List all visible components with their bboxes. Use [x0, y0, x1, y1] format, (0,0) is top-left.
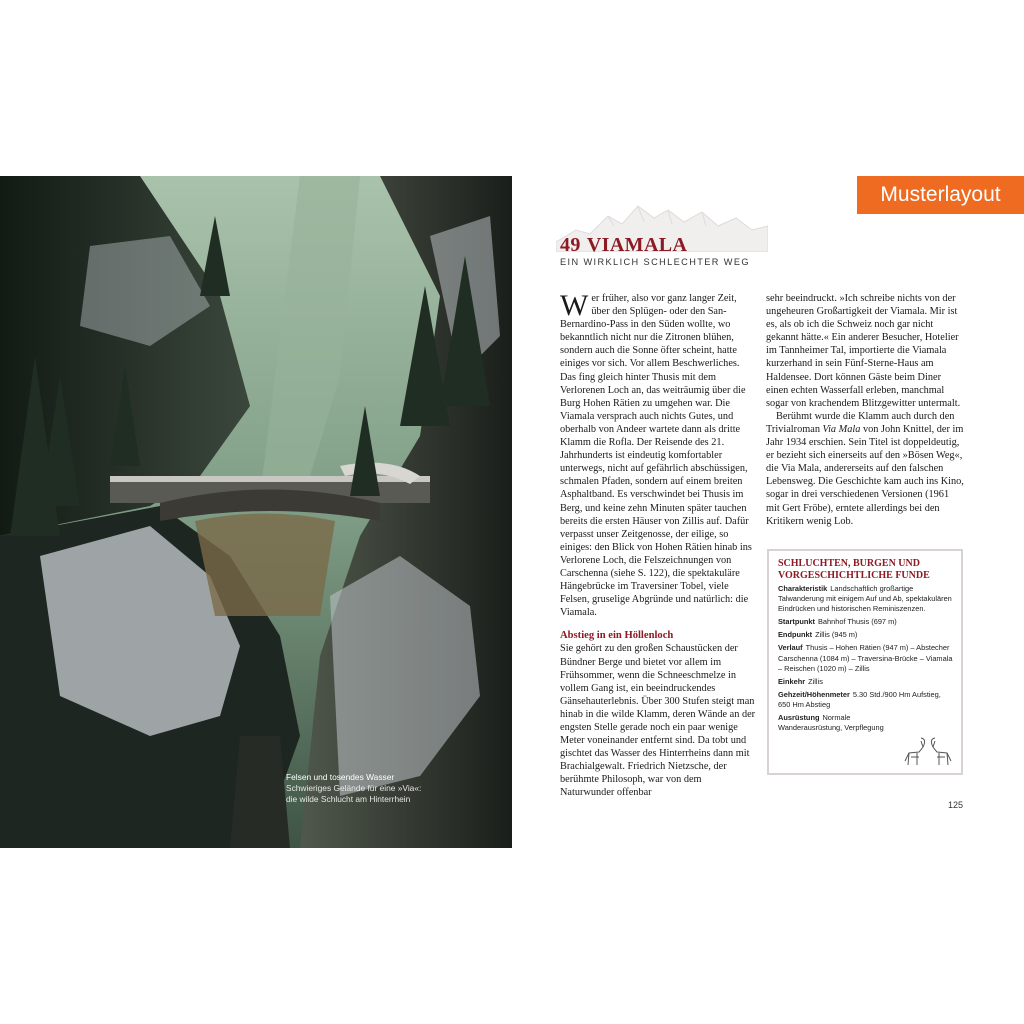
- info-row: [778, 690, 953, 710]
- info-row: [778, 617, 953, 627]
- ibex-icon: [901, 737, 955, 767]
- info-value: Bahnhof Thusis (697 m): [817, 617, 897, 627]
- section-heading: Abstieg in ein Höllenloch: [560, 630, 674, 642]
- chapter-title: VIAMALA: [586, 234, 688, 256]
- info-row: [778, 643, 953, 673]
- info-label: Gehzeit/Höhenmeter: [778, 689, 850, 699]
- chapter-subtitle: EIN WIRKLICH SCHLECHTER WEG: [560, 257, 750, 267]
- chapter-heading: [560, 234, 687, 257]
- info-label: Ausrüstung: [778, 713, 820, 723]
- drop-cap: W: [560, 289, 589, 322]
- paragraph-4: [766, 410, 964, 528]
- paragraph-1-text: er früher, also vor ganz langer Zeit, über den Splügen- oder den San-Bernardino-Pass in den Süden wollte, wo bekanntlich nicht nur die Zitronen blühen, sondern auch die Sonne öfter scheint, hatte einiges vor sich. Vor allem Beschwerliches. Das fing gleich hinter Thusis mit dem Verlorenen Loch an, das weiträumig über die Burg Hohen Rätien zu umgehen war. Die Viamala versprach auch nichts Gutes, und oberhalb von Andeer wartete dann als dritte Klamm die Rofla. Der Reisende des 21. Jahrhunderts ist eindeutig komfortabler unterwegs, nicht auf gefährlich abschüssigen, schmalen Pfaden, sondern auf einem breiten Asphaltband. Es verschwindet bei Thusis im Berg, und keine zehn Minuten später tauchen bereits die ersten Häuser von Zillis auf. Dafür verpasst unser Zeitgenosse, der eilige, so einiges: den Blick von Hohen Rätien hinab ins Verlorene Loch, die Felszeichnungen von Carschenna (siehe S. 122), die spektakuläre Hängebrücke im Traversiner Tobel, viele Felsen, gruselige Abgründe und natürlich: die Viamala.: [560, 293, 752, 619]
- info-label: Einkehr: [778, 676, 806, 686]
- musterlayout-badge: Musterlayout: [857, 176, 1024, 214]
- caption-title: Felsen und tosendes Wasser: [286, 772, 395, 782]
- info-value: 5.30 Std./900 Hm Aufstieg, 650 Hm Abstieg: [778, 689, 941, 709]
- caption-line-2: die wilde Schlucht am Hinterrhein: [286, 794, 411, 804]
- text-column-2: [766, 292, 964, 528]
- text-column-1: [560, 289, 756, 800]
- page-number: 125: [948, 800, 964, 810]
- info-value: Zillis (945 m): [815, 630, 858, 640]
- info-row: [778, 584, 953, 614]
- photo-caption: [286, 772, 512, 805]
- info-value: Zillis: [808, 676, 823, 686]
- chapter-number: 49: [560, 234, 581, 256]
- tour-info-box: [767, 549, 963, 775]
- gorge-photo: [0, 176, 512, 848]
- gorge-illustration: [0, 176, 512, 848]
- info-label: Verlauf: [778, 643, 803, 653]
- info-row: [778, 713, 953, 733]
- info-value: Thusis – Hohen Rätien (947 m) – Abstecher Carschenna (1084 m) – Traversina-Brücke – Viamala – Reischen (1020 m) – Zillis: [778, 643, 953, 673]
- info-label: Startpunkt: [778, 617, 815, 627]
- paragraph-4-a: Berühmt wurde die Klamm auch durch den Trivialroman: [766, 410, 955, 435]
- paragraph-4-b: von John Knittel, der im Jahr 1934 erschien. Sein Titel ist doppeldeutig, er bezieht sich einerseits auf den »Bösen Weg«, die Via Mala, andererseits auf den falschen Lebensweg. Die Geschichte kam auch ins Kino, sogar in drei verschiedenen Versionen (1961 mit Gert Fröbe), erntete allerdings bei den Kritikern wenig Lob.: [766, 423, 964, 527]
- info-row: [778, 677, 953, 687]
- info-row: [778, 630, 953, 640]
- caption-line-1: Schwieriges Gelände für eine »Via«:: [286, 783, 422, 793]
- info-label: Charakteristik: [778, 584, 828, 593]
- paragraph-1: [560, 289, 756, 619]
- paragraph-3: sehr beeindruckt. »Ich schreibe nichts von der ungeheuren Großartigkeit der Viamala. Mir ist es, als ob ich die Schweiz noch gar nicht gekannt hätte.« Ein anderer Besucher, Hotelier im Tannheimer Tal, importierte die Viamala kurzerhand in sein Fünf-Sterne-Haus am Haldensee. Dort können Gäste beim Diner einen echten Wasserfall erleben, manchmal sogar von krachendem Blitzgewitter untermalt.: [766, 293, 961, 409]
- paragraph-4-italic: Via Mala: [822, 423, 861, 435]
- paragraph-2: Sie gehört zu den großen Schaustücken der Bündner Berge und bietet vor allem im Frühsommer, wenn die Schneeschmelze in vollem Gang ist, ein beeindruckendes Gänsehauterlebnis. Über 300 Stufen steigt man hinab in die wilde Klamm, deren Wände an der engsten Stelle gerade noch ein paar wenige Meter voneinander entfernt sind. Da tobt und gischtet das Wasser des Hinterrheins dann mit Brachialgewalt. Friedrich Nietzsche, der berühmte Philosoph, war von dem Naturwunder offenbar: [560, 643, 756, 799]
- info-value: Landschaftlich großartige Talwanderung mit einigem Auf und Ab, spektakulären Eindrücken und historischen Reminiszenzen.: [778, 584, 952, 614]
- info-label: Endpunkt: [778, 630, 813, 640]
- info-box-title: SCHLUCHTEN, BURGEN UND VORGESCHICHTLICHE FUNDE: [778, 558, 930, 581]
- info-value: Normale Wanderausrüstung, Verpflegung: [778, 713, 884, 733]
